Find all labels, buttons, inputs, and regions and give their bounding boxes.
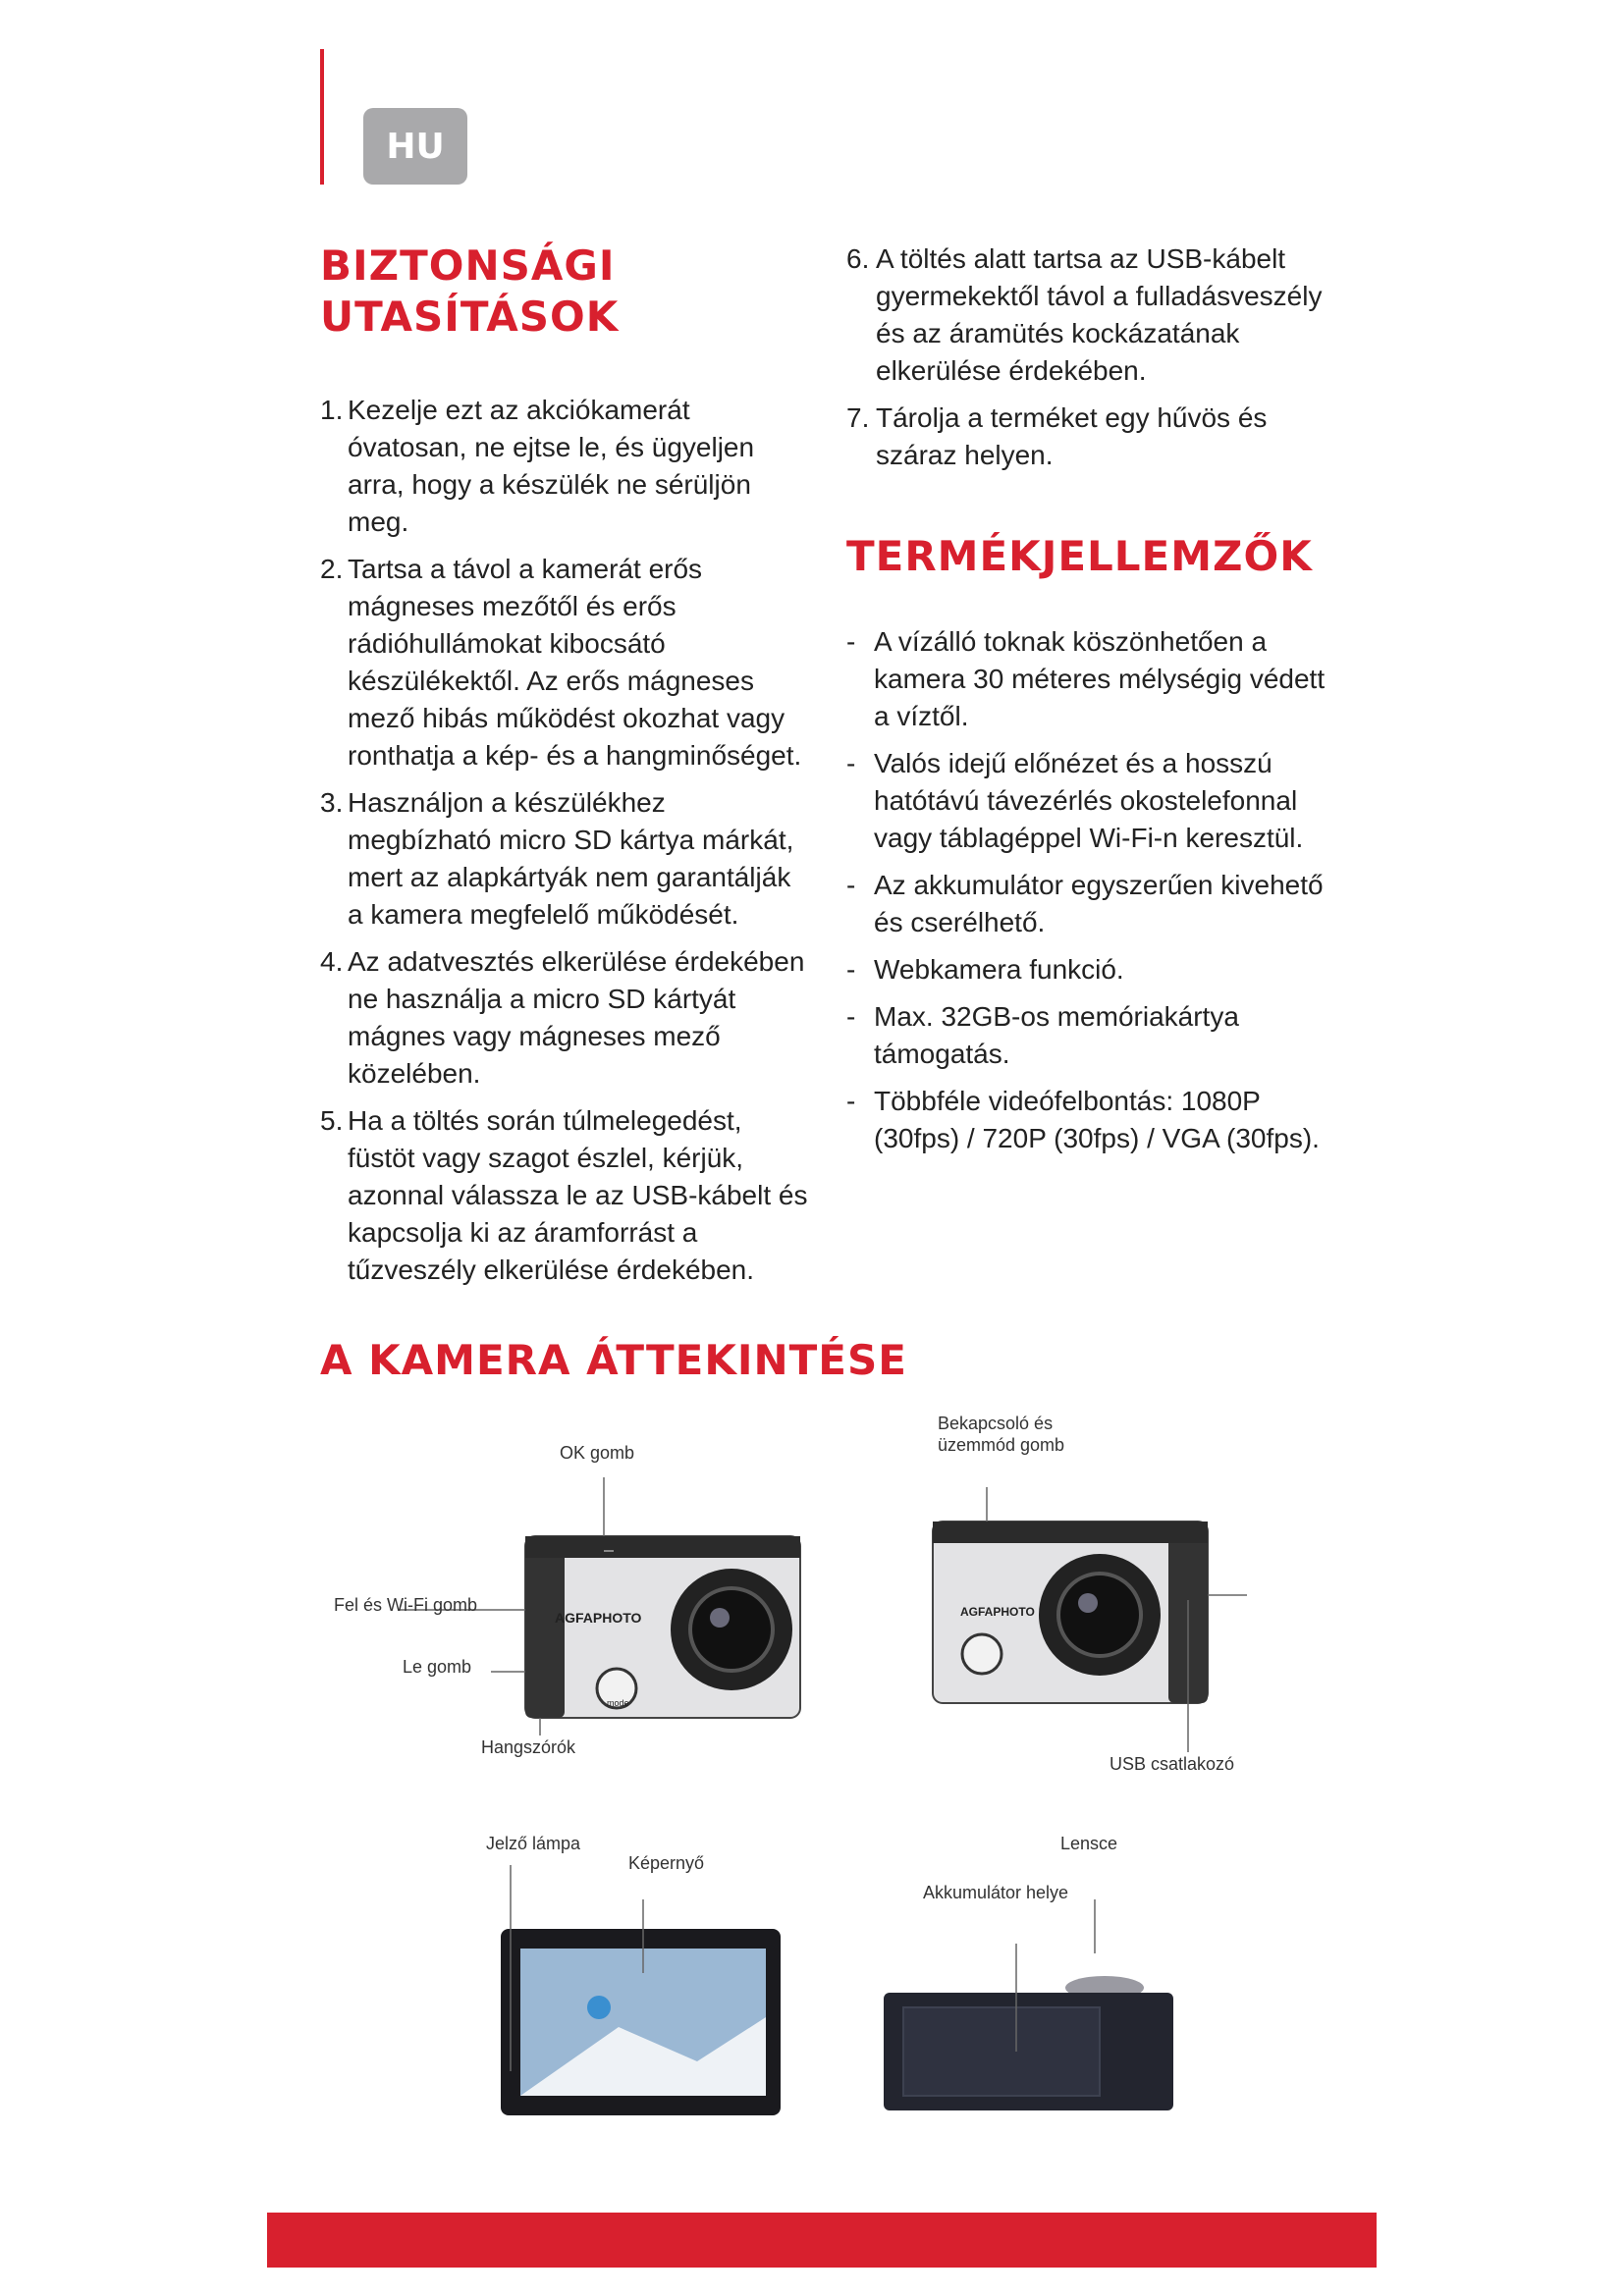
label-usb-port: USB csatlakozó	[1110, 1754, 1235, 1774]
safety-title-line1: BIZTONSÁGI	[320, 241, 616, 290]
label-up-wifi-button: Fel és Wi-Fi gomb	[334, 1595, 478, 1615]
label-screen: Képernyő	[628, 1853, 705, 1873]
label-indicator-light: Jelző lámpa	[486, 1834, 581, 1853]
mode-label: mode	[607, 1698, 629, 1708]
header-accent-bar	[320, 49, 324, 185]
feature-item: - Az akkumulátor egyszerűen kivehető és cserélhető.	[846, 867, 1337, 941]
feature-item: - Többféle videófelbontás: 1080P (30fps) / 720P (30fps) / VGA (30fps).	[846, 1083, 1337, 1157]
feature-item: - Max. 32GB-os memóriakártya támogatás.	[846, 998, 1337, 1073]
features-title: TERMÉKJELLEMZŐK	[846, 532, 1313, 580]
safety-item: 4. Az adatvesztés elkerülése érdekében ne használja a micro SD kártyát mágnes vagy mágneses mező közelében.	[320, 946, 805, 1089]
features-list	[846, 623, 1337, 1157]
label-speakers: Hangszórók	[481, 1737, 576, 1757]
label-battery-compartment: Akkumulátor helye	[923, 1883, 1069, 1902]
camera-front-right-illustration	[884, 1404, 1296, 1787]
label-ok-button: OK gomb	[560, 1443, 635, 1463]
camera-bottom-illustration	[874, 1826, 1198, 2140]
safety-item: 1. Kezelje ezt az akciókamerát óvatosan, ne ejtse le, és ügyeljen arra, hogy a készülék ne sérüljön meg.	[320, 395, 755, 537]
label-power-mode-line2: üzemmód gomb	[938, 1435, 1065, 1455]
safety-title	[320, 240, 811, 343]
safety-item: 7. Tárolja a terméket egy hűvös és száraz helyen.	[846, 402, 1268, 470]
right-column	[846, 240, 1337, 1167]
safety-list-continued	[846, 240, 1337, 474]
camera-bottom-figure	[874, 1826, 1198, 2140]
label-power-mode-line1: Bekapcsoló és	[938, 1414, 1054, 1433]
overview-title: A KAMERA ÁTTEKINTÉSE	[320, 1336, 907, 1384]
brand-logo: AGFAPHOTO	[555, 1610, 642, 1626]
brand-logo: AGFAPHOTO	[960, 1605, 1035, 1619]
camera-front-right-figure	[884, 1404, 1296, 1787]
safety-item: 6. A töltés alatt tartsa az USB-kábelt gyermekektől távol a fulladásveszély és az áramütés kockázatának elkerülése érdekében.	[846, 243, 1323, 386]
label-down-button: Le gomb	[403, 1657, 472, 1677]
language-badge: HU	[363, 108, 467, 185]
safety-title-line2: UTASÍTÁSOK	[320, 293, 620, 341]
safety-item: 2. Tartsa a távol a kamerát erős mágneses mezőtől és erős rádióhullámokat kibocsátó készülékektől. Az erős mágneses mező hibás működést okozhat vagy ronthatja a kép- és a hangminőséget.	[320, 554, 802, 771]
safety-list	[320, 392, 811, 1289]
safety-item: 3. Használjon a készülékhez megbízható micro SD kártya márkát, mert az alapkártyák nem garantálják a kamera megfelelő működését.	[320, 787, 794, 930]
label-lens: Lensce	[1060, 1834, 1118, 1853]
camera-back-figure	[461, 1826, 815, 2140]
feature-item: - Valós idejű előnézet és a hosszú hatótávú távezérlés okostelefonnal vagy táblagéppel Wi-Fi-n keresztül.	[846, 745, 1337, 857]
footer-accent-bar	[267, 2213, 1377, 2268]
safety-section	[320, 240, 811, 1299]
safety-item: 5. Ha a töltés során túlmelegedést, füstöt vagy szagot észlel, kérjük, azonnal válassza le az USB-kábelt és kapcsolja ki az áramforrást a tűzveszély elkerülése érdekében.	[320, 1105, 808, 1285]
feature-item: - A vízálló toknak köszönhetően a kamera 30 méteres mélységig védett a víztől.	[846, 623, 1337, 735]
feature-item: - Webkamera funkció.	[846, 951, 1337, 988]
camera-front-left-figure	[319, 1433, 830, 1787]
